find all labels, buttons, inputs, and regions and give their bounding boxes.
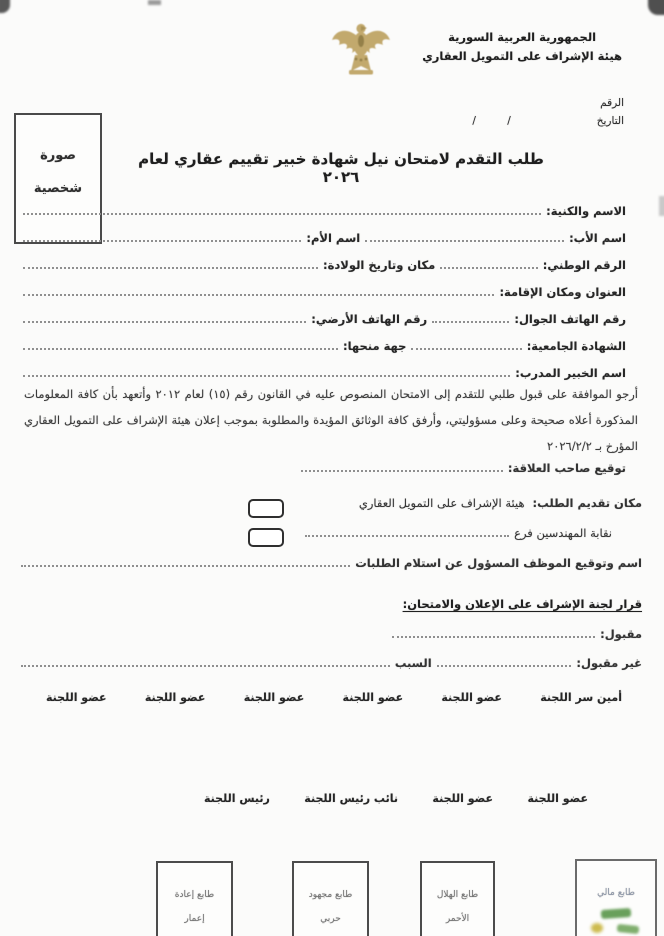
stamp-label: حربي [320, 914, 341, 924]
reason-dots [21, 665, 390, 667]
ref-number-label: الرقم [600, 97, 624, 109]
stamp-box-red-crescent [420, 861, 495, 936]
photo-box-line2: شخصية [33, 181, 83, 196]
field-label-father: اسم الأب: [569, 231, 626, 245]
signature-dots [301, 470, 503, 472]
decision-heading: قرار لجنة الإشراف على الإعلان والامتحان: [402, 597, 642, 611]
submission-place-row [240, 496, 642, 510]
stamp-box-fiscal [575, 859, 657, 936]
field-dots [411, 348, 521, 350]
field-dots [23, 294, 494, 296]
field-label-mobile: رقم الهاتف الجوال: [514, 312, 626, 326]
accepted-row [387, 627, 642, 641]
submission-option-authority: هيئة الإشراف على التمويل العقاري [358, 496, 525, 510]
stamp-box-reconstruction [156, 861, 233, 936]
ref-number-block [466, 94, 624, 130]
photo-box-line1: صورة [40, 148, 76, 163]
committee-member: عضو اللجنة [441, 691, 502, 704]
field-dots [432, 321, 509, 323]
form-title: طلب التقدم لامتحان نيل شهادة خبير تقييم عقاري لعام ٢٠٢٦ [138, 150, 544, 186]
field-label-national-id: الرقم الوطني: [542, 258, 626, 272]
scan-artifact-right-edge [659, 196, 664, 216]
eagle-emblem-icon [330, 19, 392, 77]
clerk-dots [21, 565, 350, 567]
committee-member: عضو اللجنة [144, 691, 206, 704]
committee-member: عضو اللجنة [342, 691, 404, 704]
field-label-birth: مكان وتاريخ الولادة: [323, 258, 436, 272]
field-label-mother: اسم الأم: [306, 231, 361, 245]
committee-vice-chairman: نائب رئيس اللجنة [304, 792, 398, 805]
clerk-signature-row [16, 556, 642, 570]
committee-member: عضو اللجنة [527, 792, 588, 805]
submission-place-label: مكان تقديم الطلب: [532, 496, 642, 510]
field-row-name [18, 191, 626, 218]
date-line [466, 112, 624, 130]
committee-member: عضو اللجنة [432, 792, 493, 805]
rejected-row [16, 656, 642, 670]
submission-syndicate-row [300, 526, 612, 540]
field-dots [440, 267, 537, 269]
field-row-parents [18, 218, 626, 245]
field-dots [23, 348, 338, 350]
authority-name: هيئة الإشراف على التمويل العقاري [422, 49, 622, 63]
committee-row-chairs [204, 792, 588, 805]
reason-label: السبب [394, 656, 432, 670]
field-row-national-id [18, 245, 626, 272]
stamp-box-war-effort [292, 861, 369, 936]
scan-artifact-top-left [0, 0, 10, 13]
stamp-label: إعمار [184, 914, 205, 924]
field-label-name: الاسم والكنية: [546, 204, 626, 218]
committee-chairman: رئيس اللجنة [204, 792, 270, 805]
stamp-mark [617, 924, 640, 934]
field-label-trainer: اسم الخبير المدرب: [515, 366, 626, 380]
submission-option-syndicate: نقابة المهندسين فرع [514, 526, 612, 540]
stamp-mark [601, 908, 632, 919]
field-dots [23, 375, 510, 377]
country-name: الجمهورية العربية السورية [448, 30, 597, 44]
field-label-degree: الشهادة الجامعية: [526, 339, 626, 353]
field-dots [365, 240, 564, 242]
date-slashes: / / [472, 115, 525, 127]
pledge-paragraph: أرجو الموافقة على قبول طلبي للتقدم إلى الامتحان المنصوص عليه في القانون رقم (١٥) لعام ٢٠١٢ وأتعهد بأن كافة المعلومات المذكورة أعلاه صحيحة وعلى مسؤوليتي، وأرفق كافة الوثائق المؤيدة والمطلوبة بموجب إعلان هيئة الإشراف على التمويل العقاري المؤرخ بـ ٢٠٢٦/٢/٢ [24, 387, 638, 453]
committee-member: عضو اللجنة [46, 691, 107, 704]
form-fields [18, 191, 626, 380]
field-dots [23, 213, 541, 215]
field-label-degree-issuer: جهة منحها: [342, 339, 407, 353]
field-row-address [18, 272, 626, 299]
applicant-signature-label: توقيع صاحب العلاقة: [507, 461, 626, 475]
accepted-label: مقبول: [600, 627, 642, 641]
syndicate-checkbox [248, 528, 284, 547]
government-header [422, 28, 622, 66]
scan-artifact-top-center [148, 0, 161, 5]
field-row-trainer [18, 353, 626, 380]
stamp-label: طابع الهلال [436, 890, 479, 900]
stamp-label: طابع إعادة [174, 890, 215, 900]
authority-checkbox [248, 499, 284, 518]
field-dots [23, 321, 306, 323]
stamp-label: الأحمر [445, 914, 470, 924]
syndicate-branch-dots [305, 535, 509, 537]
field-row-degree [18, 326, 626, 353]
date-label: التاريخ [596, 115, 624, 127]
clerk-signature-label: اسم وتوقيع الموظف المسؤول عن استلام الطلبات [355, 556, 642, 570]
stamp-label: طابع مالي [597, 888, 635, 898]
stamp-mark [591, 923, 603, 933]
committee-member: عضو اللجنة [243, 691, 305, 704]
field-row-phones [18, 299, 626, 326]
field-dots [23, 240, 301, 242]
applicant-signature-row [296, 461, 626, 475]
committee-secretary: أمين سر اللجنة [540, 691, 622, 704]
accepted-dots [392, 636, 595, 638]
rejected-label: غير مقبول: [576, 656, 642, 670]
field-label-landline: رقم الهاتف الأرضي: [311, 312, 428, 326]
committee-row-members [46, 691, 622, 704]
scan-artifact-top-right [648, 0, 664, 15]
field-dots [23, 267, 318, 269]
field-label-address: العنوان ومكان الإقامة: [499, 285, 626, 299]
rejected-dots [437, 665, 572, 667]
stamp-label: طابع مجهود [308, 890, 353, 900]
